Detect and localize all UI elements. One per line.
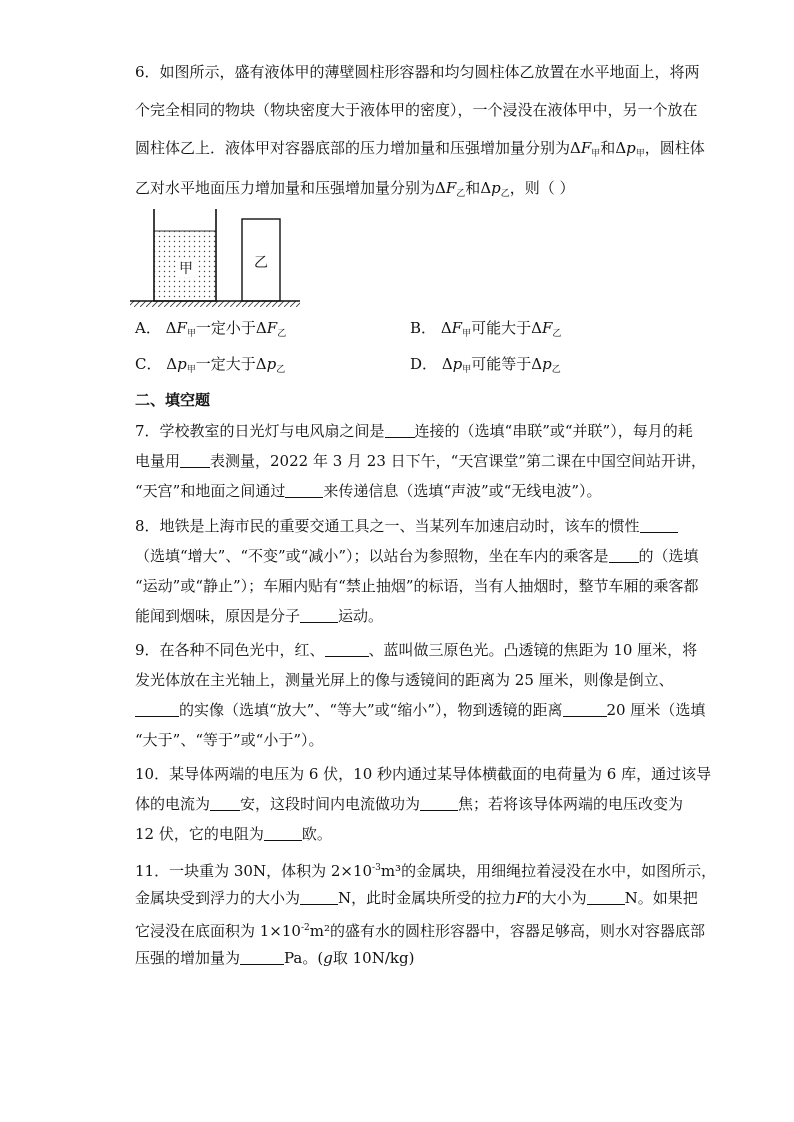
q7-blank-2[interactable] — [180, 453, 210, 468]
q9-line-1: 9．在各种不同色光中，红、 、蓝叫做三原色光。凸透镜的焦距为 10 厘米，将 — [135, 641, 698, 659]
q6-option-c[interactable]: C． $\Delta p_甲$一定大于$\Delta p_乙$ — [135, 355, 286, 375]
q7-line-2: 电量用 表测量，2022 年 3 月 23 日下午，“天宫课堂”第二课在中国空间站开讲， — [135, 452, 706, 470]
q10-line-3: 12 伏，它的电阻为 欧。 — [135, 825, 332, 843]
section-title: 二、填空题 — [135, 391, 211, 409]
q9-line-4: “大于”、“等于”或“小于”）。 — [135, 731, 324, 749]
q6-line-3: 圆柱体乙上．液体甲对容器底部的压力增加量和压强增加量分别为$\Delta F_甲$和$\Delta p_甲$，圆柱体 — [135, 139, 705, 159]
q6-option-b[interactable]: B． $\Delta F_甲$可能大于$\Delta F_乙$ — [410, 319, 562, 339]
delta-p-yi: $\Delta p_乙$ — [480, 179, 510, 199]
q8-blank-1[interactable] — [640, 518, 678, 533]
figure-label-yi: 乙 — [254, 255, 268, 271]
q11-line-4: 压强的增加量为 Pa。(g取 10N/kg) — [135, 949, 415, 967]
q10-blank-1[interactable] — [210, 796, 240, 811]
q10-line-1: 10．某导体两端的电压为 6 伏，10 秒内通过某导体横截面的电荷量为 6 库，通过该导 — [135, 765, 712, 783]
delta-f-yi: $\Delta F_乙$ — [435, 179, 466, 199]
figure-label-jia: 甲 — [179, 261, 193, 277]
q8-blank-2[interactable] — [609, 548, 639, 563]
q6-figure — [128, 205, 313, 310]
q7-blank-3[interactable] — [285, 483, 323, 498]
q11-line-1: 11．一块重为 30N，体积为 $2\times 10^{-3}m^3$的金属块，用细绳拉着浸没在水中，如图所示， — [135, 862, 717, 880]
q11-blank-2[interactable] — [587, 890, 625, 905]
q8-line-1: 8．地铁是上海市民的重要交通工具之一、当某列车加速启动时，该车的惯性 — [135, 516, 678, 536]
q9-blank-3[interactable] — [563, 702, 607, 717]
q11-line-2: 金属块受到浮力的大小为 N，此时金属块所受的拉力F的大小为 N。如果把 — [135, 889, 698, 907]
ground-hatch — [130, 301, 300, 307]
q11-line-3: 它浸没在底面积为 $1\times 10^{-2}m^2$的盛有水的圆柱形容器中，容器足够高，则水对容器底部 — [135, 922, 705, 940]
q9-blank-1[interactable] — [325, 642, 369, 657]
q6-line-4: 乙对水平地面压力增加量和压强增加量分别为$\Delta F_乙$和$\Delta p_乙$，则（ ） — [135, 179, 575, 199]
q7-blank-1[interactable] — [385, 423, 415, 438]
delta-f-jia: $\Delta F_甲$ — [570, 139, 601, 159]
q9-blank-2[interactable] — [135, 702, 179, 717]
q9-line-2: 发光体放在主光轴上，测量光屏上的像与透镜间的距离为 25 厘米，则像是倒立、 — [135, 671, 674, 689]
q6-option-a[interactable]: A． $\Delta F_甲$一定小于$\Delta F_乙$ — [135, 319, 287, 339]
q8-blank-3[interactable] — [300, 608, 338, 623]
q7-line-1: 7．学校教室的日光灯与电风扇之间是 连接的（选填“串联”或“并联”），每月的耗 — [135, 422, 693, 440]
q11-blank-1[interactable] — [300, 890, 338, 905]
q8-line-2: （选填“增大”、“不变”或“减小”）；以站台为参照物，坐在车内的乘客是 的（选填 — [135, 547, 699, 565]
q6-option-d[interactable]: D． $\Delta p_甲$可能等于$\Delta p_乙$ — [410, 355, 561, 375]
q10-blank-3[interactable] — [264, 826, 302, 841]
q6-line-1: 6．如图所示，盛有液体甲的薄壁圆柱形容器和均匀圆柱体乙放置在水平地面上，将两 — [135, 63, 700, 81]
q6-line-2: 个完全相同的物块（物块密度大于液体甲的密度），一个浸没在液体甲中，另一个放在 — [135, 101, 698, 119]
q9-line-3: 的实像（选填“放大”、“等大”或“缩小”），物到透镜的距离 20 厘米（选填 — [135, 700, 705, 720]
q10-blank-2[interactable] — [420, 796, 458, 811]
q11-blank-3[interactable] — [240, 950, 284, 965]
q8-line-4: 能闻到烟味，原因是分子 运动。 — [135, 607, 384, 625]
q10-line-2: 体的电流为 安，这段时间内电流做功为 焦；若将该导体两端的电压改变为 — [135, 795, 684, 813]
delta-p-jia: $\Delta p_甲$ — [615, 139, 645, 159]
q7-line-3: “天宫”和地面之间通过 来传递信息（选填“声波”或“无线电波”）。 — [135, 482, 602, 500]
q8-line-3: “运动”或“静止”）；车厢内贴有“禁止抽烟”的标语，当有人抽烟时，整节车厢的乘客都 — [135, 577, 699, 595]
